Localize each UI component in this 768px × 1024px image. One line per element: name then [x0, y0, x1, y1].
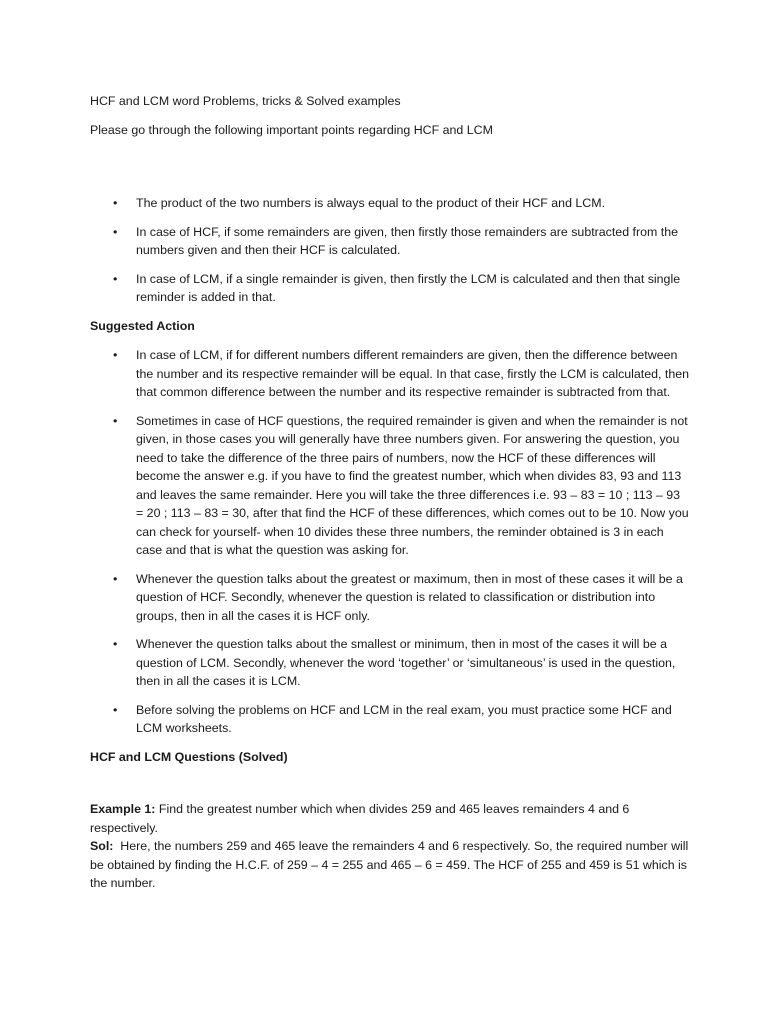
bullet-icon: •: [113, 348, 118, 362]
example-question: Example 1: Find the greatest number which when divides 259 and 465 leaves remainders 4 and 6 respectively.: [90, 802, 630, 835]
list-item: • In case of LCM, if for different numbers different remainders are given, then the difference between the number and its respective remainder will be equal. In that case, firstly the LCM is calculated, then that common difference between the number and its respective remainder is subtracted from that.: [113, 348, 690, 399]
example-label: Example 1:: [90, 802, 156, 816]
bullet-icon: •: [113, 571, 118, 586]
bullet-icon: •: [113, 637, 118, 651]
list-item: • In case of HCF, if some remainders are given, then firstly those remainders are subtracted from the numbers given and then their HCF is calculated.: [113, 224, 678, 257]
suggested-action-list: [90, 346, 690, 738]
intro-text: Please go through the following important points regarding HCF and LCM: [90, 122, 493, 137]
key-points-list: [90, 194, 690, 307]
list-item: • In case of LCM, if a single remainder is given, then firstly the LCM is calculated and then that single reminder is added in that.: [113, 271, 681, 304]
list-item: • Whenever the question talks about the smallest or minimum, then in most of the cases it will be a question of LCM. Secondly, whenever the word ‘together’ or ‘simultaneous’ is used in the question, then in all the cases it is LCM.: [113, 637, 676, 688]
document-page: [90, 92, 690, 893]
bullet-icon: •: [113, 224, 118, 239]
bullet-icon: •: [113, 196, 118, 210]
list-item: • Whenever the question talks about the greatest or maximum, then in most of these cases it will be a question of HCF. Secondly, whenever the question is related to classification or distribution into groups, then in all the cases it is HCF only.: [113, 571, 683, 623]
spacer: [90, 150, 690, 194]
list-item: • Sometimes in case of HCF questions, the required remainder is given and when the remainder is not given, in those cases you will generally have three numbers given. For answering the question, you need to take the difference of the three pairs of numbers, now the HCF of these differences will become the answer e.g. if you have to find the greatest number, which when divides 83, 93 and 113 and leaves the same remainder. Here you will take the three differences i.e. 93 – 83 = 10 ; 113 – 93 = 20 ; 113 – 83 = 30, after that find the HCF of these differences, which comes out to be 10. Now you can check for yourself- when 10 divides these three numbers, the reminder obtained is 3 in each case and that is what the question was asking for.: [113, 413, 689, 557]
example-1: [90, 800, 690, 893]
bullet-icon: •: [113, 271, 118, 286]
bullet-icon: •: [113, 702, 118, 717]
suggested-action-heading: Suggested Action: [90, 318, 195, 333]
example-solution: Sol: Here, the numbers 259 and 465 leave the remainders 4 and 6 respectively. So, the required number will be obtained by finding the H.C.F. of 259 – 4 = 255 and 465 – 6 = 459. The HCF of 255 and 459 is 51 which is the number.: [90, 839, 692, 890]
solution-label: Sol:: [90, 839, 114, 853]
solved-questions-heading: HCF and LCM Questions (Solved): [90, 749, 288, 764]
list-item: • The product of the two numbers is always equal to the product of their HCF and LCM.: [90, 194, 690, 213]
bullet-icon: •: [113, 413, 118, 428]
list-item: • Before solving the problems on HCF and LCM in the real exam, you must practice some HCF and LCM worksheets.: [113, 702, 672, 735]
page-title: HCF and LCM word Problems, tricks & Solved examples: [90, 94, 401, 108]
